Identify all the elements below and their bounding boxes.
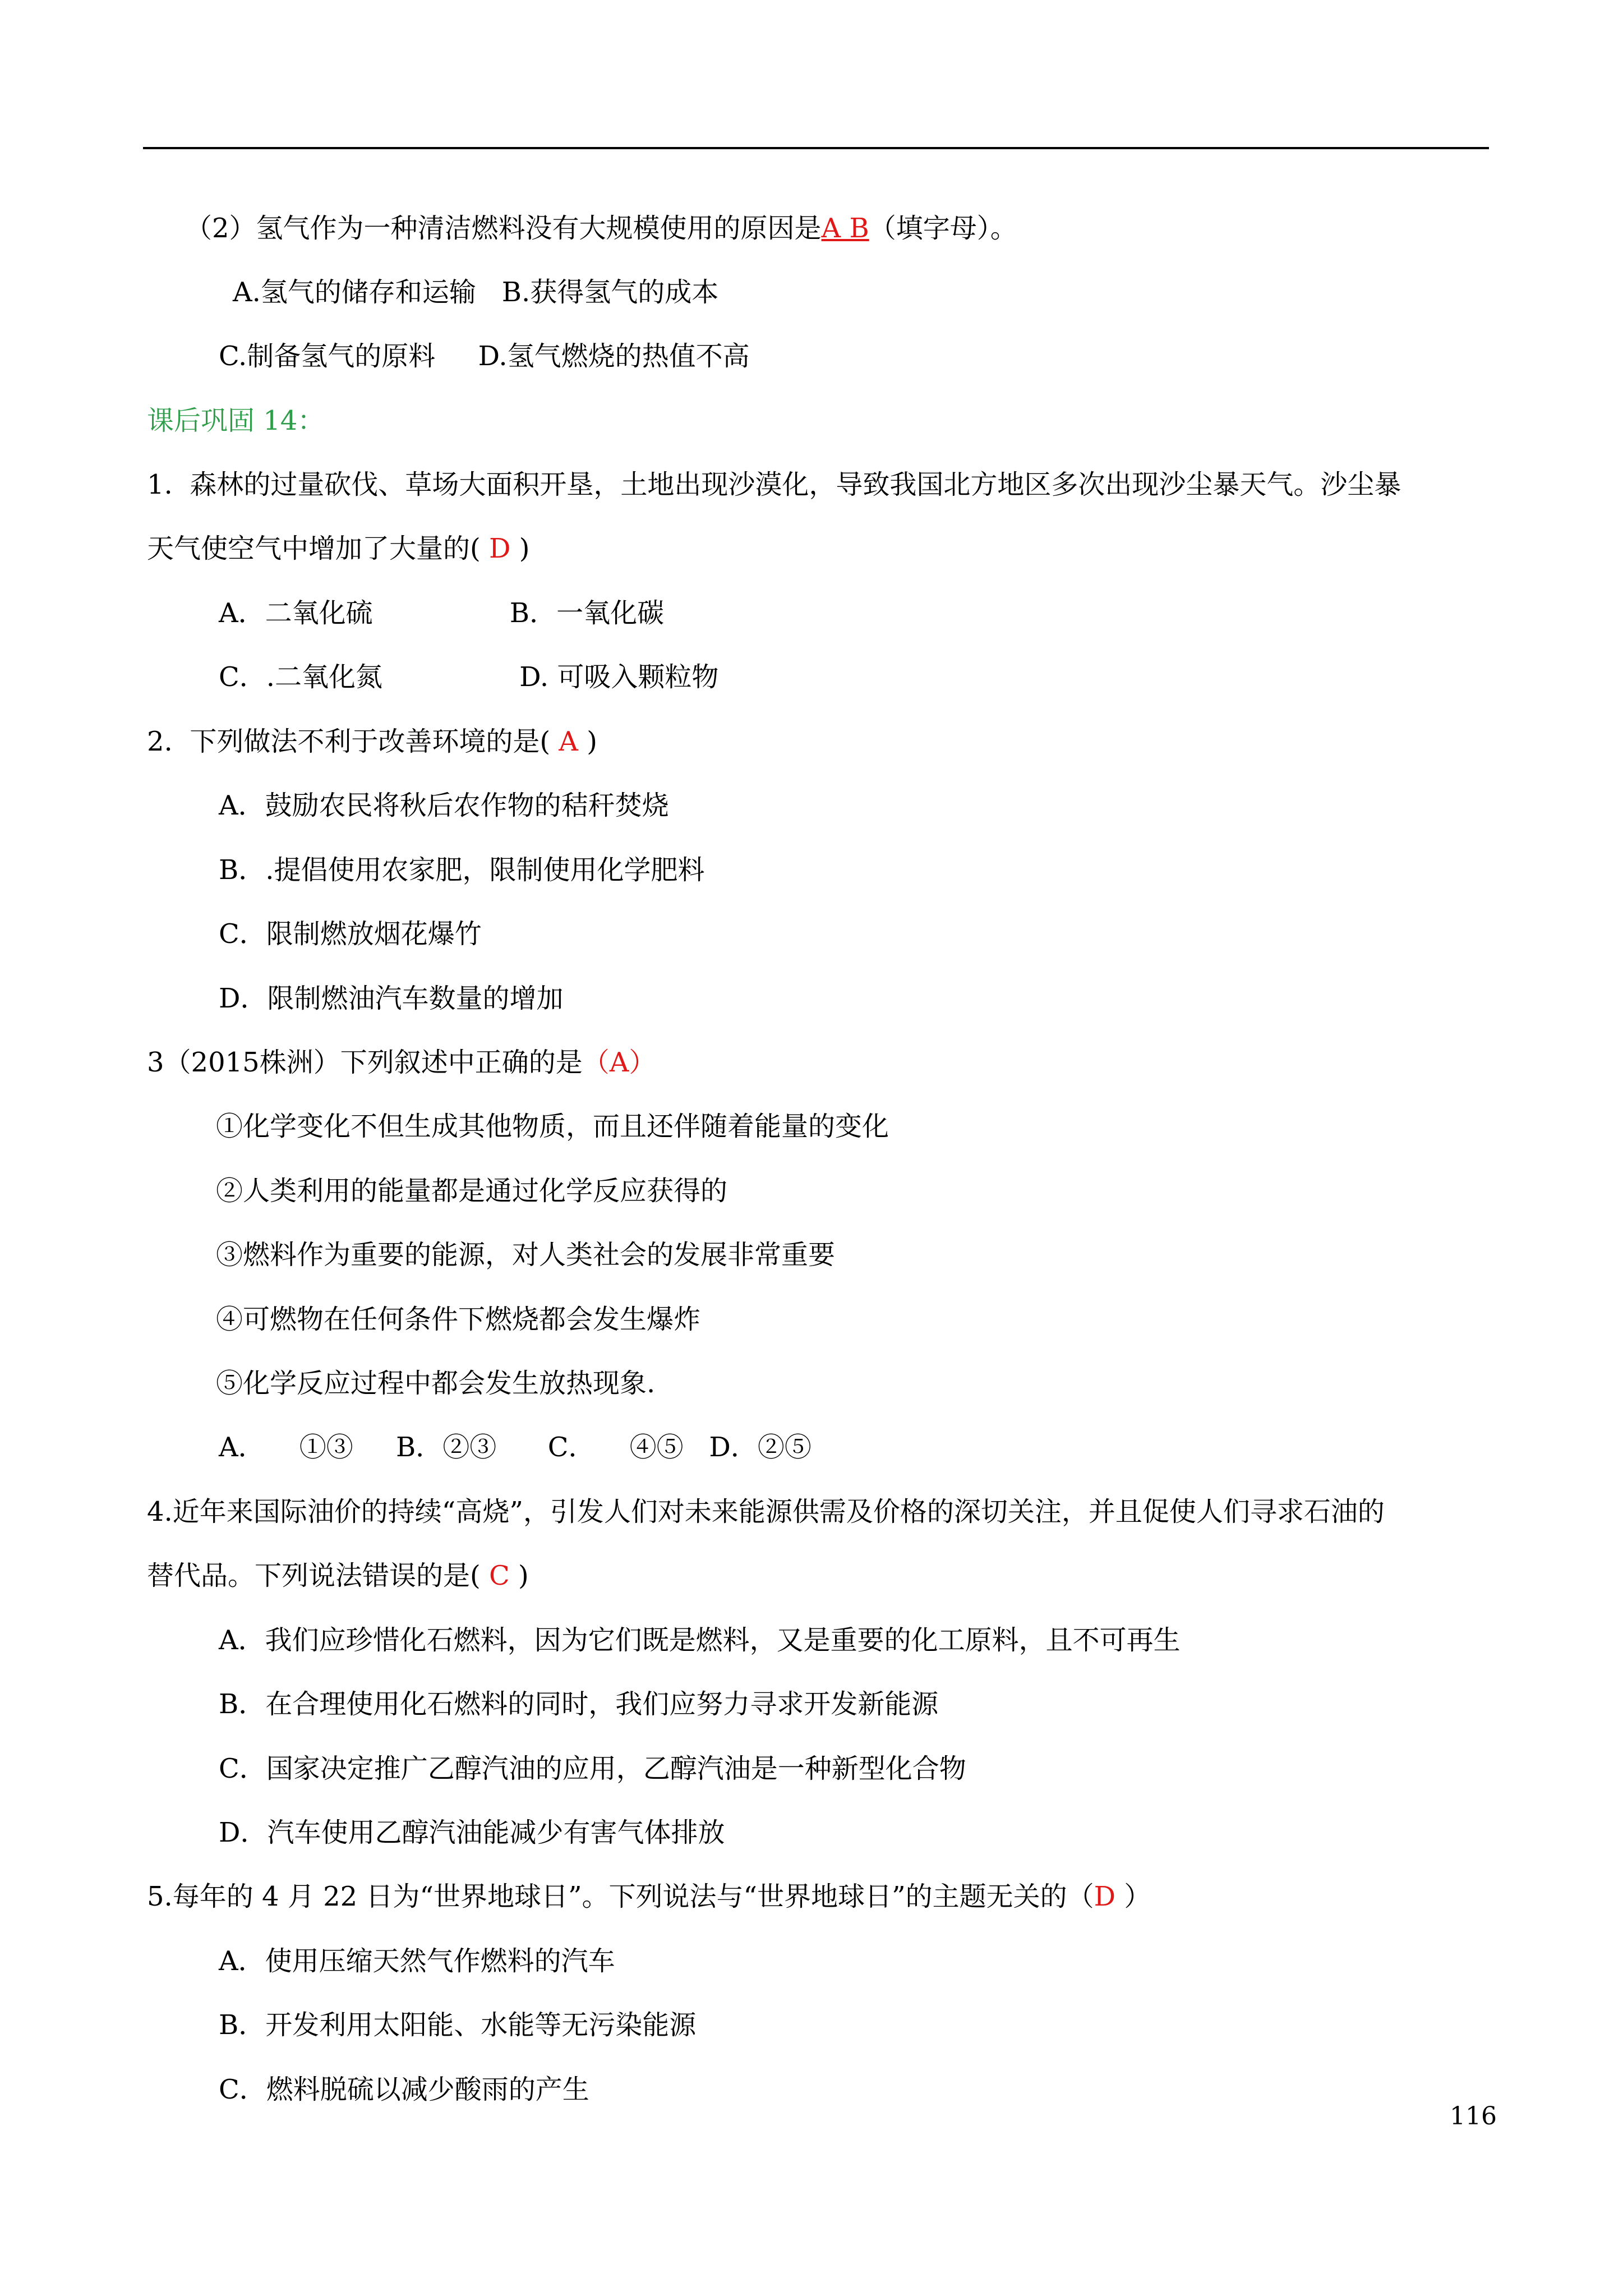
- option-line: B．开发利用太阳能、水能等无污染能源: [219, 2009, 697, 2041]
- option-line: A.氢气的储存和运输 B.获得氢气的成本: [233, 277, 719, 308]
- option-line: D．汽车使用乙醇汽油能减少有害气体排放: [219, 1817, 725, 1848]
- option-line: A．二氧化硫 B．一氧化碳: [219, 597, 665, 629]
- section-title: 课后巩固 14：: [147, 405, 325, 436]
- answer: D: [1094, 1881, 1116, 1912]
- statement-line: ④可燃物在任何条件下燃烧都会发生爆炸: [216, 1304, 701, 1335]
- page-number: 116: [1450, 2102, 1497, 2131]
- option-line: A． ①③ B．②③ C． ④⑤ D．②⑤: [219, 1432, 811, 1463]
- q2-stem: 2. 下列做法不利于改善环境的是( A ): [147, 726, 597, 757]
- q1-stem-line1: 1. 森林的过量砍伐、草场大面积开垦，土地出现沙漠化，导致我国北方地区多次出现沙尘暴天气。沙尘暴: [147, 469, 1401, 500]
- option-line: C．.二氧化氮 D. 可吸入颗粒物: [219, 661, 719, 693]
- answer: A: [550, 726, 587, 757]
- option-line: A．我们应珍惜化石燃料，因为它们既是燃料，又是重要的化工原料，且不可再生: [219, 1625, 1181, 1656]
- option-line: B．在合理使用化石燃料的同时，我们应努力寻求开发新能源: [219, 1688, 939, 1720]
- option-line: B．.提倡使用农家肥，限制使用化学肥料: [219, 854, 705, 886]
- option-line: C．燃料脱硫以减少酸雨的产生: [219, 2074, 589, 2105]
- option-line: C．国家决定推广乙醇汽油的应用，乙醇汽油是一种新型化合物: [219, 1753, 966, 1784]
- q4-stem-line1: 4.近年来国际油价的持续“高烧”，引发人们对未来能源供需及价格的深切关注，并且促使人们寻求石油的: [147, 1496, 1385, 1527]
- q1-stem-line2: 天气使空气中增加了大量的( D ): [147, 533, 530, 564]
- option-line: D．限制燃油汽车数量的增加: [219, 983, 564, 1014]
- statement-line: ③燃料作为重要的能源，对人类社会的发展非常重要: [216, 1239, 836, 1271]
- statement-line: ⑤化学反应过程中都会发生放热现象.: [216, 1368, 656, 1399]
- q4-stem-line2: 替代品。下列说法错误的是( C ): [147, 1560, 529, 1591]
- option-line: C．限制燃放烟花爆竹: [219, 918, 482, 950]
- q5-stem: 5.每年的 4 月 22 日为“世界地球日”。下列说法与“世界地球日”的主题无关的（D ）: [147, 1881, 1151, 1912]
- q3-stem: 3（2015株洲）下列叙述中正确的是（A）: [147, 1047, 656, 1078]
- answer: （A）: [582, 1047, 656, 1078]
- statement-line: ①化学变化不但生成其他物质，而且还伴随着能量的变化: [216, 1111, 889, 1142]
- option-line: A．鼓励农民将秋后农作物的秸秆焚烧: [219, 790, 669, 821]
- option-line: A．使用压缩天然气作燃料的汽车: [219, 1945, 615, 1977]
- question-2-prev-stem: （2）氢气作为一种清洁燃料没有大规模使用的原因是A B（填字母）。: [185, 213, 1017, 244]
- answer: D: [480, 533, 519, 564]
- statement-line: ②人类利用的能量都是通过化学反应获得的: [216, 1175, 728, 1207]
- header-rule: [143, 147, 1489, 149]
- option-line: C.制备氢气的原料 D.氢气燃烧的热值不高: [219, 341, 750, 372]
- answer: A B: [821, 213, 869, 244]
- answer: C: [480, 1560, 518, 1591]
